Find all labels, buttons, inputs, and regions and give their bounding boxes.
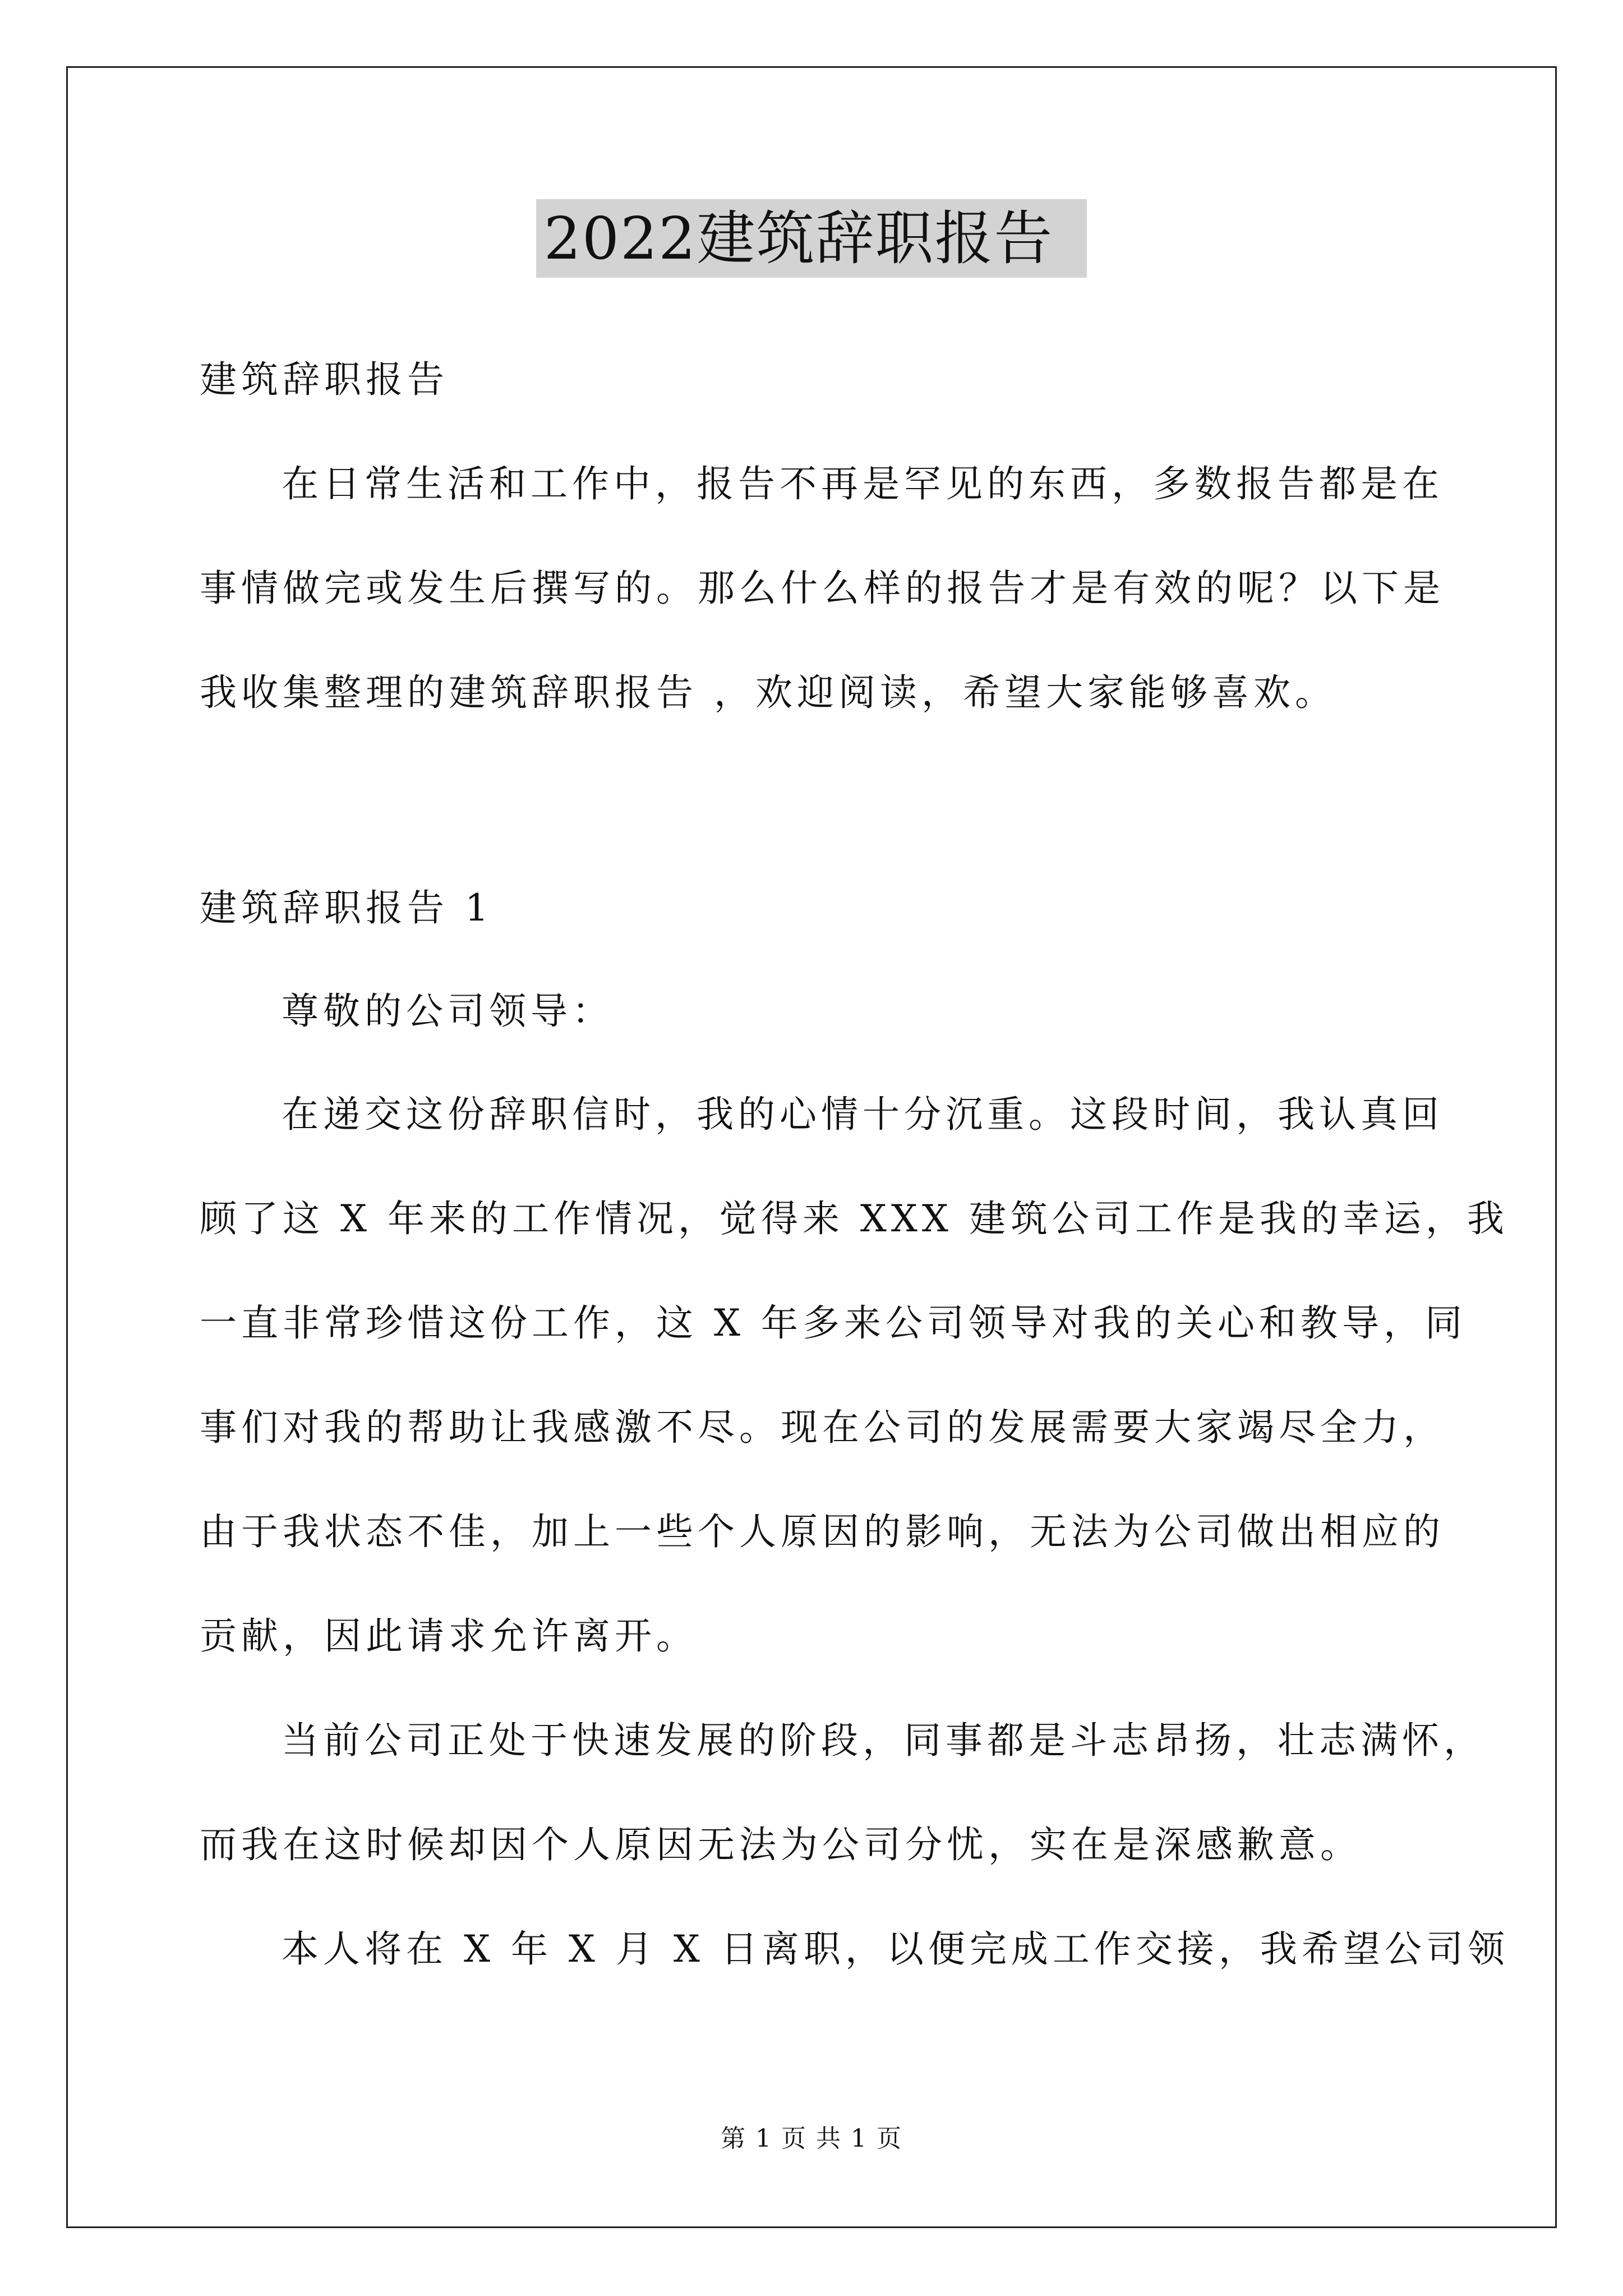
document-title: 2022建筑辞职报告 [536,199,1087,278]
paragraph3-line-1: 本人将在 X 年 X 月 X 日离职，以便完成工作交接，我希望公司领 [282,1927,1509,1971]
intro-line-2: 事情做完或发生后撰写的。那么什么样的报告才是有效的呢？以下是 [200,567,1445,610]
document-subtitle: 建筑辞职报告 [200,358,449,401]
paragraph1-line-5: 由于我状态不佳，加上一些个人原因的影响，无法为公司做出相应的 [200,1510,1445,1553]
section-heading: 建筑辞职报告 1 [200,886,493,930]
paragraph1-line-4: 事们对我的帮助让我感激不尽。现在公司的发展需要大家竭尽全力， [200,1406,1445,1449]
title-wrap [0,199,1623,278]
intro-line-3: 我收集整理的建筑辞职报告 ，欢迎阅读，希望大家能够喜欢。 [200,671,1336,714]
paragraph2-line-1: 当前公司正处于快速发展的阶段，同事都是斗志昂扬，壮志满怀， [282,1719,1485,1762]
paragraph1-line-3: 一直非常珍惜这份工作，这 X 年多来公司领导对我的关心和教导，同 [200,1301,1467,1345]
intro-line-1: 在日常生活和工作中，报告不再是罕见的东西，多数报告都是在 [282,462,1444,505]
paragraph1-line-2: 顾了这 X 年来的工作情况，觉得来 XXX 建筑公司工作是我的幸运，我 [200,1197,1509,1240]
paragraph1-line-6: 贡献，因此请求允许离开。 [200,1614,698,1658]
page-footer: 第 1 页 共 1 页 [721,2124,902,2153]
salutation: 尊敬的公司领导： [282,990,614,1033]
paragraph2-line-2: 而我在这时候却因个人原因无法为公司分忧，实在是深感歉意。 [200,1823,1362,1866]
paragraph1-line-1: 在递交这份辞职信时，我的心情十分沉重。这段时间，我认真回 [282,1093,1444,1136]
